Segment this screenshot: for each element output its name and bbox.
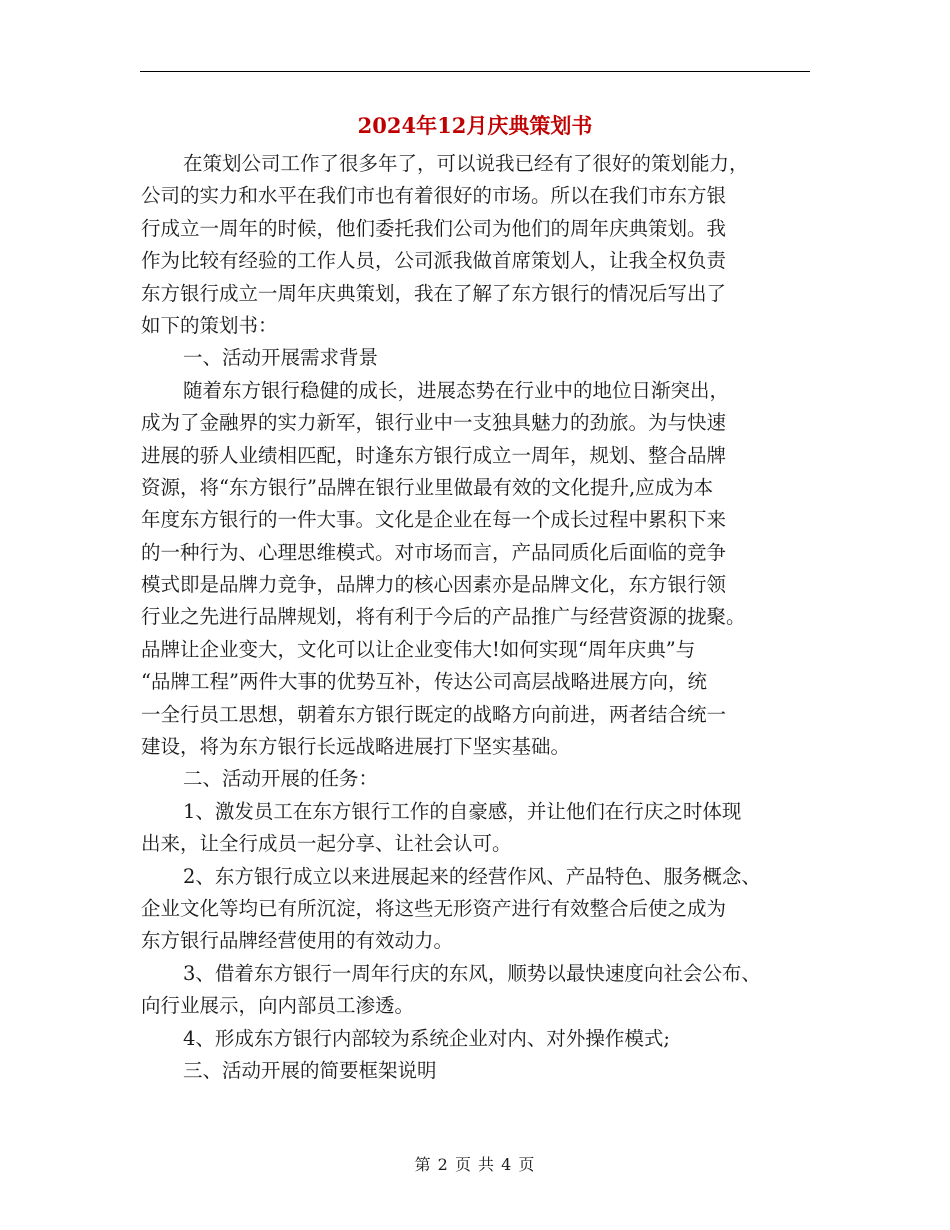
paragraph-line: 的一种行为、心理思维模式。对市场而言，产品同质化后面临的竞争 xyxy=(141,540,727,564)
list-item-continuation: 向行业展示，向内部员工渗透。 xyxy=(141,994,415,1018)
section-heading: 二、活动开展的任务： xyxy=(183,767,379,791)
paragraph-line: 公司的实力和水平在我们市也有着很好的市场。所以在我们市东方银 xyxy=(141,184,727,208)
page-footer: 第 2 页 共 4 页 xyxy=(414,1155,536,1174)
paragraph-line: 在策划公司工作了很多年了，可以说我已经有了很好的策划能力， xyxy=(183,152,749,175)
list-item: 3、借着东方银行一周年行庆的东风，顺势以最快速度向社会公布、 xyxy=(183,961,761,985)
document-title: 2024年12月庆典策划书 xyxy=(357,113,593,138)
paragraph-line: 行业之先进行品牌规划，将有利于今后的产品推广与经营资源的拢聚。 xyxy=(141,605,746,629)
list-item-continuation: 企业文化等均已有所沉淀，将这些无形资产进行有效整合后使之成为 xyxy=(141,896,727,920)
list-item: 2、东方银行成立以来进展起来的经营作风、产品特色、服务概念、 xyxy=(183,864,761,888)
paragraph-line: 资源，将“东方银行”品牌在银行业里做最有效的文化提升,应成为本 xyxy=(141,475,714,499)
paragraph-line: 建设，将为东方银行长远战略进展打下坚实基础。 xyxy=(141,735,571,759)
paragraph-line: 成为了金融界的实力新军，银行业中一支独具魅力的劲旅。为与快速 xyxy=(141,411,727,435)
list-item-continuation: 东方银行品牌经营使用的有效动力。 xyxy=(141,929,454,953)
paragraph-line: “品牌工程”两件大事的优势互补，传达公司高层战略进展方向，统 xyxy=(141,670,707,694)
paragraph-line: 随着东方银行稳健的成长，进展态势在行业中的地位日渐突出， xyxy=(183,378,730,402)
paragraph-line: 作为比较有经验的工作人员，公司派我做首席策划人，让我全权负责 xyxy=(141,249,727,273)
paragraph-line: 一全行员工思想，朝着东方银行既定的战略方向前进，两者结合统一 xyxy=(141,702,727,726)
list-item: 1、激发员工在东方银行工作的自豪感，并让他们在行庆之时体现 xyxy=(183,799,742,823)
paragraph-line: 年度东方银行的一件大事。文化是企业在每一个成长过程中累积下来 xyxy=(141,508,727,532)
section-heading: 三、活动开展的简要框架说明 xyxy=(183,1058,437,1082)
list-item: 4、形成东方银行内部较为系统企业对内、对外操作模式; xyxy=(183,1026,670,1050)
section-heading: 一、活动开展需求背景 xyxy=(183,346,379,370)
paragraph-line: 行成立一周年的时候，他们委托我们公司为他们的周年庆典策划。我 xyxy=(141,216,727,240)
paragraph-line: 如下的策划书： xyxy=(141,313,278,337)
header-rule xyxy=(140,71,810,72)
document-body xyxy=(141,148,816,1087)
list-item-continuation: 出来，让全行成员一起分享、让社会认可。 xyxy=(141,832,512,856)
paragraph-line: 模式即是品牌力竞争，品牌力的核心因素亦是品牌文化，东方银行领 xyxy=(141,573,727,597)
paragraph-line: 品牌让企业变大，文化可以让企业变伟大!如何实现“周年庆典”与 xyxy=(141,637,696,661)
paragraph-line: 东方银行成立一周年庆典策划，我在了解了东方银行的情况后写出了 xyxy=(141,281,727,305)
paragraph-line: 进展的骄人业绩相匹配，时逢东方银行成立一周年，规划、整合品牌 xyxy=(141,443,727,467)
